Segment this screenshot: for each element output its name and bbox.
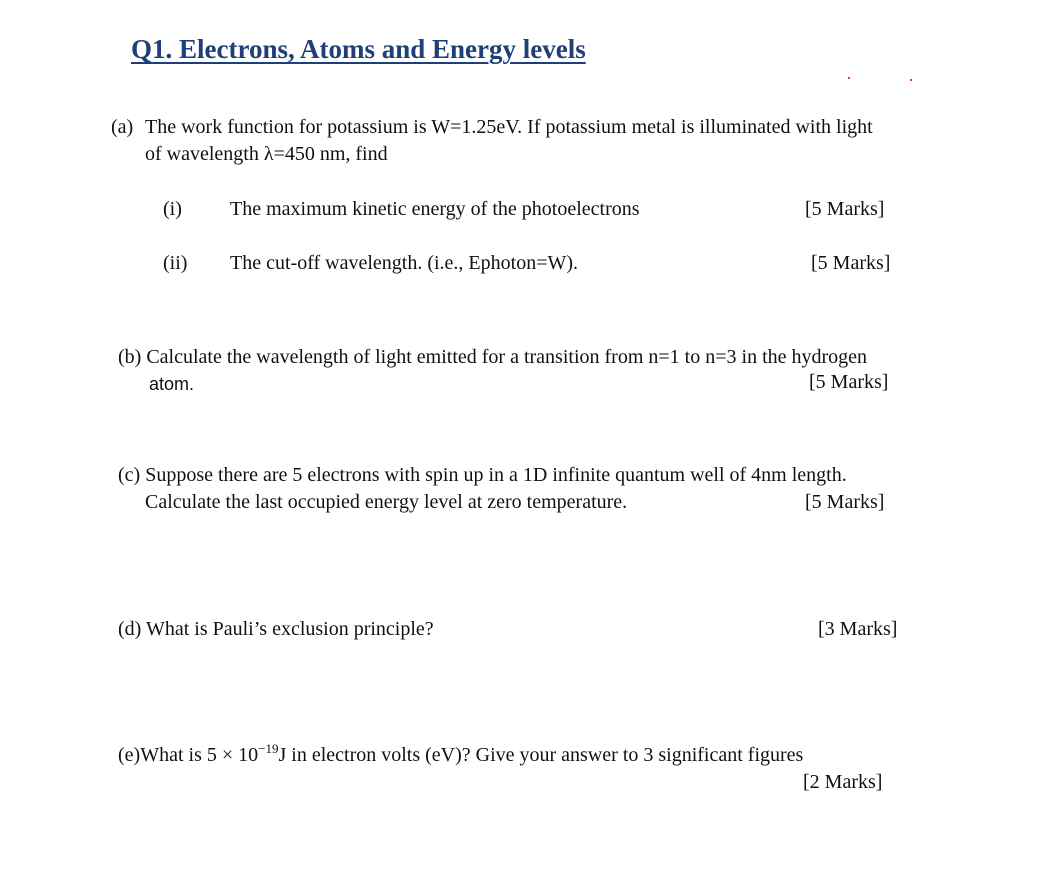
question-title: Q1. Electrons, Atoms and Energy levels	[131, 34, 586, 64]
part-e-text	[118, 743, 803, 767]
part-a-ii-text: The cut-off wavelength. (i.e., Ephoton=W).	[230, 252, 579, 274]
part-c-line1: (c) Suppose there are 5 electrons with spin up in a 1D infinite quantum well of 4nm length.	[118, 464, 847, 486]
part-d-text: (d) What is Pauli’s exclusion principle?	[118, 618, 434, 640]
part-a-i-label: (i)	[163, 198, 182, 220]
part-a-line1: The work function for potassium is W=1.25eV. If potassium metal is illuminated with light	[145, 116, 873, 138]
part-e-marks: [2 Marks]	[803, 771, 883, 793]
stray-mark	[848, 77, 850, 79]
part-b-marks: [5 Marks]	[809, 371, 889, 393]
part-e-prefix: (e)What is 5 × 10	[118, 744, 259, 766]
part-d-marks: [3 Marks]	[818, 618, 898, 640]
part-a-label: (a)	[111, 116, 134, 138]
part-c-line2: Calculate the last occupied energy level at zero temperature.	[145, 491, 628, 513]
part-a-i-text: The maximum kinetic energy of the photoelectrons	[230, 198, 640, 220]
part-b-line1: (b) Calculate the wavelength of light emitted for a transition from n=1 to n=3 in the hydrogen	[118, 346, 868, 368]
part-b-line2: atom.	[149, 374, 195, 394]
part-a-line2: of wavelength λ=450 nm, find	[145, 143, 388, 165]
part-a-ii-label: (ii)	[163, 252, 188, 274]
part-e-suffix: J in electron volts (eV)? Give your answer to 3 significant figures	[278, 744, 804, 766]
part-c-marks: [5 Marks]	[805, 491, 885, 513]
part-e-exponent: −19	[258, 741, 279, 756]
part-a-i-marks: [5 Marks]	[805, 198, 885, 220]
part-a-ii-marks: [5 Marks]	[811, 252, 891, 274]
stray-mark	[910, 79, 912, 81]
